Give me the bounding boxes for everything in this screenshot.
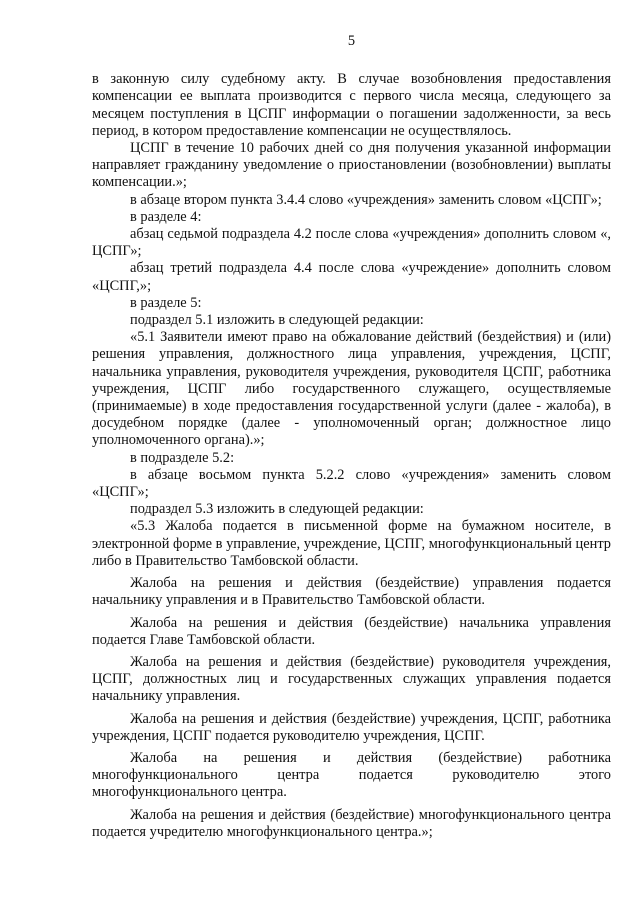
paragraph-6: абзац третий подраздела 4.4 после слова «учреждение» дополнить словом «ЦСПГ,»; [92, 260, 611, 294]
paragraph-4: в разделе 4: [130, 208, 202, 225]
paragraph-10: в подразделе 5.2: [130, 449, 235, 466]
paragraph-16: Жалоба на решения и действия (бездействие) руководителя учреждения, ЦСПГ, должностных лиц и государственных служащих управления подается начальнику управления. [92, 653, 611, 705]
paragraph-19: Жалоба на решения и действия (бездействие) многофункционального центра подается учредителю многофункционального центра.»; [92, 806, 611, 840]
paragraph-11: в абзаце восьмом пункта 5.2.2 слово «учреждения» заменить словом «ЦСПГ»; [92, 466, 611, 501]
paragraph-5: абзац седьмой подраздела 4.2 после слова «учреждения» дополнить словом «, ЦСПГ»; [92, 226, 611, 260]
paragraph-17: Жалоба на решения и действия (бездействие) учреждения, ЦСПГ, работника учреждения, ЦСПГ подается руководителю учреждения, ЦСПГ. [92, 710, 611, 744]
paragraph-2: ЦСПГ в течение 10 рабочих дней со дня получения указанной информации направляет гражданину уведомление о приостановлении (возобновлении) выплаты компенсации.»; [92, 140, 611, 191]
paragraph-13: «5.3 Жалоба подается в письменной форме на бумажном носителе, в электронной форме в управление, учреждение, ЦСПГ, многофункциональный центр либо в Правительство Тамбовской области. [92, 518, 611, 569]
paragraph-18: Жалоба на решения и действия (бездействие) работника многофункционального центра подается руководителю этого многофункционального центра. [92, 749, 611, 801]
paragraph-1: в законную силу судебному акту. В случае возобновления предоставления компенсации ее выплата производится с первого числа месяца, следующего за месяцем поступления в ЦСПГ информации о погашении задолженности, за весь период, в котором предоставление компенсации не осуществлялось. [92, 71, 611, 139]
paragraph-15: Жалоба на решения и действия (бездействие) начальника управления подается Главе Тамбовской области. [92, 614, 611, 648]
paragraph-9: «5.1 Заявители имеют право на обжалование действий (бездействия) и (или) решения управления, должностного лица управления, учреждения, ЦСПГ, начальника управления, руководителя учреждения, руководителя ЦСПГ, работника учреждения, ЦСПГ либо государственного служащего, осуществляемые (принимаемые) в ходе предоставления государственной услуги (далее - жалоба), в досудебном порядке (далее - уполномоченный орган; должностное лицо уполномоченного органа).»; [92, 329, 611, 449]
paragraph-8: подраздел 5.1 изложить в следующей редакции: [130, 312, 424, 329]
paragraph-3: в абзаце втором пункта 3.4.4 слово «учреждения» заменить словом «ЦСПГ»; [130, 191, 602, 208]
paragraph-14: Жалоба на решения и действия (бездействие) управления подается начальнику управления и в Правительство Тамбовской области. [92, 575, 611, 609]
paragraph-12: подраздел 5.3 изложить в следующей редакции: [130, 501, 424, 518]
paragraph-7: в разделе 5: [130, 294, 202, 311]
page-number: 5 [347, 33, 356, 49]
